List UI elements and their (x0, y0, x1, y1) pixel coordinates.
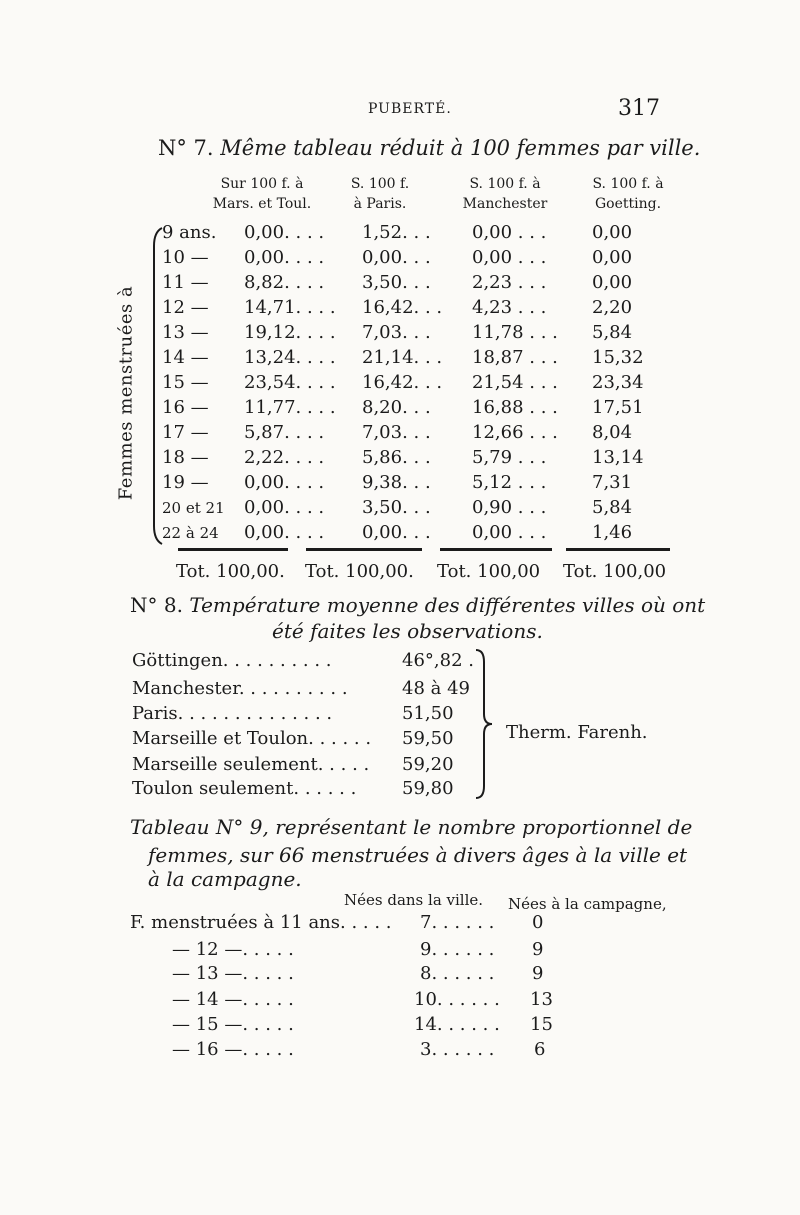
table9-row-label: — 16 —. . . . . (172, 1039, 294, 1060)
age-cell: 15 — (162, 372, 209, 393)
manchester-cell: 5,79 . . . (472, 447, 547, 468)
goettingen-cell: 7,31 (592, 472, 633, 493)
thermometer-unit: Therm. Farenh. (506, 722, 648, 743)
manchester-cell: 11,78 . . . (472, 322, 558, 343)
table7-col-header-3 (450, 174, 560, 214)
table9-title-line1: Tableau N° 9, représentant le nombre proportionnel de (130, 815, 693, 839)
manchester-cell: 2,23 . . . (472, 272, 547, 293)
age-cell: 9 ans. (162, 222, 217, 243)
goettingen-cell: 5,84 (592, 497, 633, 518)
goettingen-cell: 15,32 (592, 347, 644, 368)
table7-title: Même tableau réduit à 100 femmes par ville. (220, 136, 701, 160)
total-marseille-toulon: Tot. 100,00. (176, 561, 285, 582)
marseille-toulon-cell: 14,71. . . . (244, 297, 336, 318)
city-count: 7. . . . . . (420, 912, 495, 933)
marseille-toulon-cell: 19,12. . . . (244, 322, 336, 343)
total-goettingen: Tot. 100,00 (563, 561, 667, 582)
temperature-value: 59,80 (402, 778, 454, 799)
paris-cell: 5,86. . . (362, 447, 431, 468)
paris-cell: 1,52. . . (362, 222, 431, 243)
city-count: 8. . . . . . (420, 963, 495, 984)
marseille-toulon-cell: 0,00. . . . (244, 497, 325, 518)
age-cell: 22 à 24 (162, 524, 219, 542)
age-cell: 12 — (162, 297, 209, 318)
paris-cell: 7,03. . . (362, 322, 431, 343)
age-cell: 17 — (162, 422, 209, 443)
country-count: 6 (534, 1039, 546, 1060)
table7-col-header-2 (330, 174, 430, 214)
goettingen-cell: 13,14 (592, 447, 644, 468)
marseille-toulon-cell: 5,87. . . . (244, 422, 325, 443)
manchester-cell: 12,66 . . . (472, 422, 558, 443)
table9-row-label: F. menstruées à 11 ans. . . . . (130, 912, 392, 933)
manchester-cell: 5,12 . . . (472, 472, 547, 493)
table9-col-country: Nées à la campagne, (508, 895, 667, 913)
city-count: 10. . . . . . (414, 989, 500, 1010)
manchester-cell: 21,54 . . . (472, 372, 558, 393)
goettingen-cell: 23,34 (592, 372, 644, 393)
city-count: 9. . . . . . (420, 939, 495, 960)
city-label: Toulon seulement. . . . . . (132, 778, 357, 799)
table8-number: N° 8. (130, 593, 183, 617)
marseille-toulon-cell: 23,54. . . . (244, 372, 336, 393)
paris-cell: 3,50. . . (362, 497, 431, 518)
col-header-line1: Sur 100 f. à (220, 176, 304, 192)
table9-row-label: — 14 —. . . . . (172, 989, 294, 1010)
sum-rule (566, 548, 670, 551)
table8-row (132, 650, 332, 680)
goettingen-cell: 5,84 (592, 322, 633, 343)
city-label: Göttingen. . . . . . . . . . (132, 650, 332, 671)
paris-cell: 0,00. . . (362, 522, 431, 543)
sum-rule (306, 548, 422, 551)
sum-rule (440, 548, 552, 551)
goettingen-cell: 2,20 (592, 297, 633, 318)
page-number: 317 (618, 96, 660, 121)
marseille-toulon-cell: 13,24. . . . (244, 347, 336, 368)
col-header-line1: S. 100 f. (350, 176, 410, 192)
paris-cell: 8,20. . . (362, 397, 431, 418)
paris-cell: 0,00. . . (362, 247, 431, 268)
manchester-cell: 0,90 . . . (472, 497, 547, 518)
goettingen-cell: 0,00 (592, 272, 633, 293)
country-count: 15 (530, 1014, 553, 1035)
col-header-line2: Manchester (462, 196, 548, 212)
table8-title-line1: Température moyenne des différentes villes où ont (189, 593, 706, 617)
temperature-value: 46°,82 . (402, 650, 474, 671)
city-label: Paris. . . . . . . . . . . . . . (132, 703, 333, 724)
city-label: Manchester. . . . . . . . . . (132, 678, 348, 699)
age-cell: 14 — (162, 347, 209, 368)
total-manchester: Tot. 100,00 (437, 561, 541, 582)
temperature-value: 59,20 (402, 754, 454, 775)
running-header: PUBERTÉ. (368, 101, 452, 117)
goettingen-cell: 17,51 (592, 397, 644, 418)
paris-cell: 9,38. . . (362, 472, 431, 493)
table9-title-line2: femmes, sur 66 menstruées à divers âges à la ville et (148, 843, 688, 867)
goettingen-cell: 0,00 (592, 222, 633, 243)
manchester-cell: 4,23 . . . (472, 297, 547, 318)
col-header-line2: Mars. et Toul. (212, 196, 312, 212)
temperature-value: 59,50 (402, 728, 454, 749)
temperature-value: 51,50 (402, 703, 454, 724)
city-label: Marseille et Toulon. . . . . . (132, 728, 372, 749)
marseille-toulon-cell: 8,82. . . . (244, 272, 325, 293)
table7-side-label: Femmes menstruées à (115, 285, 137, 501)
marseille-toulon-cell: 2,22. . . . (244, 447, 325, 468)
paris-cell: 21,14. . . (362, 347, 443, 368)
col-header-line2: Goetting. (594, 196, 662, 212)
table9-row-label: — 15 —. . . . . (172, 1014, 294, 1035)
marseille-toulon-cell: 0,00. . . . (244, 472, 325, 493)
country-count: 9 (532, 963, 544, 984)
table8-row (132, 778, 356, 808)
age-cell: 20 et 21 (162, 499, 225, 517)
table8-heading (130, 593, 705, 617)
age-cell: 19 — (162, 472, 209, 493)
table7-number: N° 7. (158, 136, 214, 160)
table9-title-line3: à la campagne. (148, 867, 302, 891)
marseille-toulon-cell: 0,00. . . . (244, 522, 325, 543)
table9-col-city: Nées dans la ville. (344, 891, 484, 909)
city-count: 3. . . . . . (420, 1039, 495, 1060)
age-cell: 18 — (162, 447, 209, 468)
age-cell: 11 — (162, 272, 209, 293)
goettingen-cell: 0,00 (592, 247, 633, 268)
goettingen-cell: 1,46 (592, 522, 633, 543)
marseille-toulon-cell: 11,77. . . . (244, 397, 336, 418)
paris-cell: 3,50. . . (362, 272, 431, 293)
table7-heading (158, 136, 700, 160)
manchester-cell: 0,00 . . . (472, 522, 547, 543)
age-cell: 13 — (162, 322, 209, 343)
table7-col-header-4 (578, 174, 678, 214)
table8-title-line2: été faites les observations. (272, 619, 543, 643)
table9-row-label: — 12 —. . . . . (172, 939, 294, 960)
marseille-toulon-cell: 0,00. . . . (244, 222, 325, 243)
table7-col-header-1 (206, 174, 318, 214)
col-header-line1: S. 100 f. à (469, 176, 541, 192)
city-label: Marseille seulement. . . . . (132, 754, 370, 775)
manchester-cell: 18,87 . . . (472, 347, 558, 368)
country-count: 9 (532, 939, 544, 960)
paris-cell: 16,42. . . (362, 372, 443, 393)
temperature-value: 48 à 49 (402, 678, 470, 699)
manchester-cell: 16,88 . . . (472, 397, 558, 418)
city-count: 14. . . . . . (414, 1014, 500, 1035)
sum-rule (178, 548, 288, 551)
col-header-line2: à Paris. (353, 196, 407, 212)
manchester-cell: 0,00 . . . (472, 222, 547, 243)
manchester-cell: 0,00 . . . (472, 247, 547, 268)
paris-cell: 7,03. . . (362, 422, 431, 443)
age-cell: 16 — (162, 397, 209, 418)
paris-cell: 16,42. . . (362, 297, 443, 318)
goettingen-cell: 8,04 (592, 422, 633, 443)
marseille-toulon-cell: 0,00. . . . (244, 247, 325, 268)
table9-row-label: — 13 —. . . . . (172, 963, 294, 984)
table8-brace (474, 648, 494, 800)
age-cell: 10 — (162, 247, 209, 268)
total-paris: Tot. 100,00. (305, 561, 414, 582)
country-count: 13 (530, 989, 553, 1010)
col-header-line1: S. 100 f. à (592, 176, 664, 192)
country-count: 0 (532, 912, 544, 933)
